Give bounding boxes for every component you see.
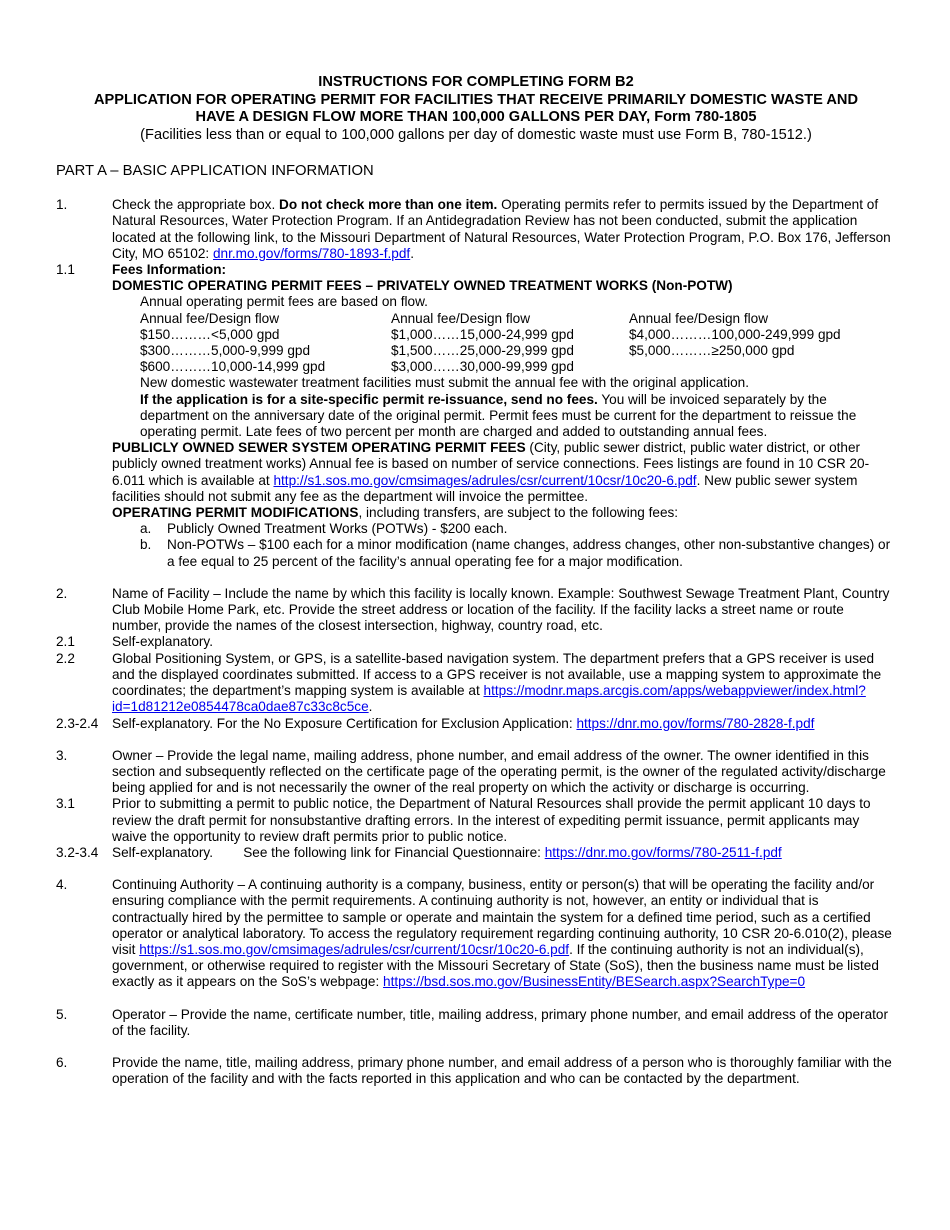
reissue-text: You will be invoiced separately by the department on the anniversary date of the original permit. Permit fees must be current for the department to reissue the operating permit. Late fees of two percent per month are charged and added to outstanding annual fees. (140, 391, 857, 440)
reissue-note (140, 392, 896, 441)
item-body (112, 845, 896, 861)
csr-20-6-link[interactable]: http://s1.sos.mo.gov/cmsimages/adrules/csr/current/10csr/10c20-6.pdf (273, 472, 697, 488)
public-fees-text: . New public sewer system facilities should not submit any fee as the department will invoice the permittee. (112, 472, 858, 504)
item-text: Operating permits refer to permits issued by the Department of Natural Resources, Water Protection Program. If an Antidegradation Review has not been conducted, submit the application located at the following link, to the Missouri Department of Natural Resources, Water Protection Program, P.O. Box 176, Jefferson City, MO 65102: (112, 197, 891, 261)
item-text: . (368, 699, 373, 715)
item-body (112, 262, 896, 570)
item-3-1 (56, 796, 896, 845)
public-fees-paragraph (112, 440, 896, 505)
item-number: 3.2-3.4 (56, 844, 99, 860)
item-1 (56, 197, 896, 262)
item-3-2-3-4 (56, 845, 896, 861)
item-number: 1. (56, 197, 68, 213)
fee-cell: Annual fee/Design flow (629, 310, 769, 326)
modifications-paragraph (112, 505, 896, 521)
item-bold-text: Do not check more than one item. (279, 197, 498, 213)
list-letter: a. (140, 521, 152, 537)
modifications-heading: OPERATING PERMIT MODIFICATIONS (112, 505, 359, 521)
item-4 (56, 877, 896, 990)
item-number: 3. (56, 747, 68, 763)
antidegradation-form-link[interactable]: dnr.mo.gov/forms/780-1893-f.pdf (212, 245, 411, 261)
fee-table (140, 311, 896, 376)
new-facilities-note: New domestic wastewater treatment facilities must submit the annual fee with the original application. (140, 375, 749, 391)
item-text: Check the appropriate box. (112, 197, 280, 213)
fee-cell (629, 359, 879, 375)
fee-cell: Annual fee/Design flow (140, 310, 280, 326)
reissue-bold-text: If the application is for a site-specific permit re-issuance, send no fees. (140, 391, 598, 407)
continuing-authority-rule-link[interactable]: https://s1.sos.mo.gov/cmsimages/adrules/csr/current/10csr/10c20-6.pdf (139, 941, 570, 957)
item-number: 2. (56, 585, 68, 601)
doc-title-line2: APPLICATION FOR OPERATING PERMIT FOR FACILITIES THAT RECEIVE PRIMARILY DOMESTIC WASTE AND (93, 91, 859, 108)
list-letter: b. (140, 537, 152, 553)
item-number: 2.3-2.4 (56, 715, 99, 731)
item-body: Owner – Provide the legal name, mailing address, phone number, and email address of the owner. The owner identified in this section and subsequently reflected on the certificate page of the operating permit, is the owner of the regulated activity/discharge being applied for and is not necessarily the owner of the real property on which the activity or discharge is occurring. (112, 747, 886, 796)
item-body: Name of Facility – Include the name by which this facility is locally known. Example: Southwest Sewage Treatment Plant, Country Club Mobile Home Park, etc. Provide the street address or location of the facility. If the facility lacks a street name or route number, provide the names of the closest intersection, highway, country road, etc. (112, 585, 890, 634)
item-body: Self-explanatory. (112, 634, 213, 650)
item-number: 5. (56, 1006, 68, 1022)
fees-based-on-flow: Annual operating permit fees are based on flow. (140, 294, 428, 310)
item-text: Continuing Authority – A continuing authority is a company, business, entity or person(s) that will be operating the facility and/or ensuring compliance with the permit requirements. A continuing authority is not, however, an entity or individual that is contractually hired by the permittee to sample or operate and maintain the system for a defined time period, such as a certified operator or analytical laboratory. To access the regulatory requirement regarding continuing authority, 10 CSR 20-6.010(2), please visit (112, 877, 892, 957)
list-text: Non-POTWs – $100 each for a minor modification (name changes, address changes, other non-substantive changes) or a fee equal to 25 percent of the facility’s annual operating fee for a major modification. (167, 537, 891, 569)
fee-cell: $4,000………100,000-249,999 gpd (629, 326, 841, 342)
sos-business-search-link[interactable]: https://bsd.sos.mo.gov/BusinessEntity/BESearch.aspx?SearchType=0 (383, 974, 806, 990)
modification-item-a (140, 521, 896, 537)
item-text: Self-explanatory. See the following link for Financial Questionnaire: (112, 844, 545, 860)
document-page (56, 74, 896, 1087)
item-1-1 (56, 262, 896, 570)
item-6 (56, 1055, 896, 1087)
item-body (112, 651, 896, 716)
fee-cell: $5,000………≥250,000 gpd (629, 343, 795, 359)
item-text: Self-explanatory. For the No Exposure Certification for Exclusion Application: (112, 715, 577, 731)
item-number: 3.1 (56, 796, 75, 812)
modifications-text: , including transfers, are subject to the following fees: (358, 505, 679, 521)
item-number: 6. (56, 1054, 68, 1070)
item-text: . If the continuing authority is not an individual(s), government, or otherwise required to register with the Missouri Secretary of State (SoS), then the business name must be listed exactly as it appears on the SoS’s webpage: (112, 941, 879, 990)
doc-title-line3: HAVE A DESIGN FLOW MORE THAN 100,000 GALLONS PER DAY, Form 780-1805 (195, 109, 757, 125)
item-text: . (410, 245, 414, 261)
item-2-2 (56, 651, 896, 716)
item-2 (56, 586, 896, 635)
item-number: 4. (56, 877, 68, 893)
item-3 (56, 748, 896, 797)
public-fees-text: (City, public sewer district, public water district, or other publicly owned treatment works) Annual fee is based on number of service connections. Fees listings are found in 10 CSR 20-6.011 which is available at (112, 440, 870, 488)
financial-questionnaire-link[interactable]: https://dnr.mo.gov/forms/780-2511-f.pdf (544, 844, 782, 860)
item-body (112, 716, 896, 732)
mapping-system-link[interactable]: https://modnr.maps.arcgis.com/apps/webappviewer/index.html?id=1d81212e0854478ca0dae87c33c8c5ce (112, 683, 866, 715)
fee-cell: $600………10,000-14,999 gpd (140, 359, 326, 375)
fee-cell: $1,000……15,000-24,999 gpd (391, 326, 574, 342)
list-text: Publicly Owned Treatment Works (POTWs) - $200 each. (167, 521, 508, 537)
item-number: 2.2 (56, 650, 75, 666)
item-body: Operator – Provide the name, certificate number, title, mailing address, primary phone number, and email address of the operator of the facility. (112, 1006, 889, 1038)
item-number: 2.1 (56, 634, 75, 650)
fee-cell: $3,000……30,000-99,999 gpd (391, 359, 574, 375)
item-5 (56, 1007, 896, 1039)
fee-cell: Annual fee/Design flow (391, 310, 531, 326)
fees-heading: Fees Information: (112, 262, 227, 278)
domestic-fees-heading: DOMESTIC OPERATING PERMIT FEES – PRIVATELY OWNED TREATMENT WORKS (Non-POTW) (112, 278, 733, 294)
item-body (112, 197, 896, 262)
fee-cell: $1,500……25,000-29,999 gpd (391, 343, 574, 359)
part-a-heading: PART A – BASIC APPLICATION INFORMATION (56, 163, 374, 179)
item-2-3-2-4 (56, 716, 896, 732)
modification-item-b (140, 537, 896, 569)
doc-title-line1: INSTRUCTIONS FOR COMPLETING FORM B2 (318, 74, 634, 90)
doc-subtitle-note: (Facilities less than or equal to 100,000 gallons per day of domestic waste must use Form B, 780-1512.) (140, 126, 812, 143)
item-number: 1.1 (56, 262, 75, 278)
item-body: Prior to submitting a permit to public notice, the Department of Natural Resources shall provide the permit applicant 10 days to review the draft permit for nonsubstantive drafting errors. In the interest of expediting permit issuance, permit applicants may waive the opportunity to review draft permits prior to public notice. (112, 796, 871, 844)
fee-cell: $300………5,000-9,999 gpd (140, 343, 311, 359)
item-body (112, 877, 896, 990)
no-exposure-form-link[interactable]: https://dnr.mo.gov/forms/780-2828-f.pdf (576, 715, 815, 731)
item-text: Global Positioning System, or GPS, is a satellite-based navigation system. The department prefers that a GPS receiver is used and the displayed coordinates submitted. If access to a GPS receiver is not available, use a mapping system to approximate the coordinates; the department’s mapping system is available at (112, 650, 882, 699)
item-2-1 (56, 634, 896, 650)
public-fees-heading: PUBLICLY OWNED SEWER SYSTEM OPERATING PERMIT FEES (112, 440, 526, 456)
item-body: Provide the name, title, mailing address, primary phone number, and email address of a person who is thoroughly familiar with the operation of the facility and with the facts reported in this application and who can be contacted by the department. (112, 1054, 892, 1087)
fee-cell: $150………<5,000 gpd (140, 326, 280, 342)
